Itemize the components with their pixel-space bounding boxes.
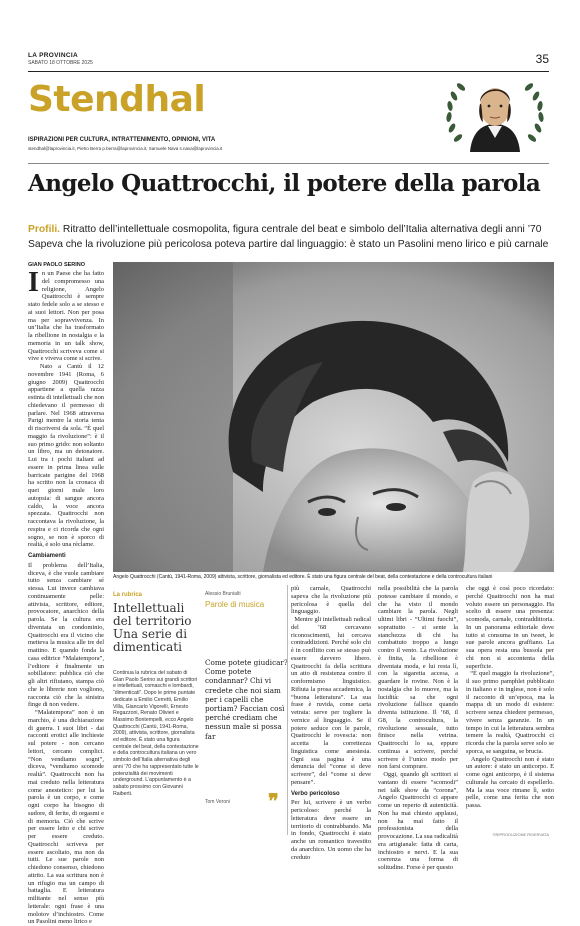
photo-caption: Angelo Quattrocchi (Cantù, 1941-Roma, 2009) attivista, scrittore, giornalista ed editore. È stato una figura centrale del beat, della contestazione e della controcultura italiani: [113, 574, 493, 580]
paragraph: “È quel maggio fa rivoluzione”, il suo primo pamphlet pubblicato in italiano e in inglese, non è solo il racconto di un’epoca, ma la mappa di un modo di esistere: scrivere senza chiedere permesso, vivere senza garanzie. In un tempo in cui la letteratura sembra temere la realtà, Quattrocchi ci ricorda che la parola serve solo se sporca, se sanguina, se brucia.: [466, 670, 554, 755]
subheading: Verbo pericoloso: [291, 790, 340, 797]
standfirst-kicker: Profili.: [28, 224, 61, 235]
copyright-note: ©RIPRODUZIONE RISERVATA: [492, 832, 549, 837]
article-headline: Angelo Quattrocchi, il potere della parola: [28, 170, 541, 197]
paragraph: più carnale, Quattrocchi sapeva che la rivoluzione più pericolosa è quella del linguaggio.: [291, 585, 371, 616]
drop-cap: I: [28, 267, 39, 298]
song-lyrics: Come potete giudicar? Come potete condannar? Chi vi credete che noi siam per i capelli che portiam? Faccian così perché crediam che nessun male si possa far: [205, 658, 288, 741]
section-tagline: ISPIRAZIONI PER CULTURA, INTRATTENIMENTO, OPINIONI, VITA: [28, 137, 216, 143]
paragraph: Nato a Cantù il 12 novembre 1941 (Roma, 6 giugno 2009) Quattrocchi appartiene a quella razza estinta di intellettuali che non chiedevano il permesso di parlare. Nel 1968 attraversa Parigi mentre la storia tenta di riscriversi da sola. “È quel maggio fa rivoluzione”: è il suo primo grido: non soltanto un libro, ma un detonatore. Lui tra i pochi italiani ad essere in prima linea sulle barricate parigine del 1968 ha scritto non la cronaca di quei giorni male loro autopsia: di sangue ancora caldo, la voce ancora spezzata. Quattrocchi non raccontava la rivoluzione, la respira e ci ricorda che ogni sogno, se non è sporco di realtà, è solo una réclame.: [28, 363, 104, 549]
article-column-4: [466, 585, 554, 830]
paragraph: “Malatempora” non è un marchio, è una dichiarazione di guerra. I suoi libri - dai racconti erotici alle inchieste sul potere - non cercano lettori, cercano complici. “Non vendiamo sogni”, diceva, “vendiamo scomode realtà”. Quattrocchi non ha mai creduto nella letteratura come anestetico: per lui la parola è un corpo, e come ogni corpo ha bisogno di sudore, di ferite, di orgasmi e di memoria. Ciò che scrive per essere letto e chi scrive per essere creduto. Quattrocchi scriveva per essere ascoltato, ma non da tutti. Le sue parole non chiedono consenso, chiedono attrito. La sua scrittura non è un rifugio ma un campo di battaglia. E letteratura militante nel senso più letterale: ogni frase è una molotov d’inchiostro. Come un Pasolini meno lirico e: [28, 709, 104, 926]
subheading: Cambiamenti: [28, 553, 66, 559]
paragraph: Oggi, quando gli scrittori si vantano di essere “scomodi” nei talk show da “corona”, Angelo Quattrocchi ci appare come un reperto di autenticità. Non ha mai chiesto applausi, non ha mai fatto il professionista della provocazione. La sua radicalità era artigianale: fatta di carta, inchiostro e nervi. E la sua coerenza una forma di solitudine. Forse è per questo: [378, 771, 458, 871]
paragraph: Angelo Quattrocchi non è stato un autore: è stato un anticorpo. E come ogni anticorpo, è il sistema culturale ha cercato di espellerlo. Ma la sua voce rimane lì, sotto pelle, come una ferita che non passa.: [466, 755, 554, 809]
paragraph: Il problema dell’Italia, diceva, è che vuole cambiare tutto senza cambiare sé stessa. Lui invece cambiava continuamente pelle: attivista, scrittore, editore, provocatore, anarchico della parola. Se la cultura era diventata un condominio, Quattrocchi era il vicino che metteva la musica alle tre del mattino. E quando fonda la casa editrice “Malatempora”, l’editore è finalmente un sobillatore: pubblica ciò che gli altri rifiutano, stampa ciò che le librerie non vogliono, racconta ciò che la sinistra finge di non vedere.: [28, 561, 104, 709]
sidebar-label: La rubrica: [113, 592, 143, 598]
page-number: 35: [535, 52, 549, 66]
article-column-2: [291, 585, 371, 861]
article-standfirst: [28, 222, 552, 252]
quote-mark-icon: ❞: [268, 789, 279, 813]
sidebar-title: Intellettuali del territorio Una serie di dimenticati: [113, 601, 192, 654]
article-author: GIAN PAOLO SERINO: [28, 262, 86, 268]
section-masthead: Stendhal: [28, 79, 206, 120]
paragraph: n un Paese che ha fatto del compromesso una religione, Angelo Quattrocchi è sempre stato fedele solo a se stesso e ai suoi lettori. Non per posa ma per sopravvivenza. In un’Italia che ha trasformato la ribellione in nostalgia e la memoria in un talk show, Quattrocchi scriveva come si vive e viveva come si scrive.: [28, 270, 104, 363]
column-divider: [287, 585, 288, 835]
portrait-photo: [113, 262, 554, 572]
newspaper-name: LA PROVINCIA: [28, 52, 78, 59]
paragraph: nella possibilità che la parola potesse cambiare il mondo, e che ha visto il mondo cambiare la parola. Negli ultimi libri - “Ultimi fuochi”, soprattutto - si sente la stanchezza di chi ha combattuto troppo a lungo contro il vento. La rivoluzione è finita, la ribellione è diventata moda, e lui resta lì, con la sigaretta accesa, a guardare le rovine. Non è la nostalgia che lo muove, ma la lucidità: sa che ogni rivoluzione fallisce quando diventa istituzione. Il ’68, il G8, la controcultura, la rivoluzione sessuale, tutto finisce nella vetrina. Quattrocchi lo sa, eppure continua a scrivere, perché scrivere è l’unico modo per non farsi comprare.: [378, 585, 458, 771]
sidebar-body: Continua la rubrica del sabato di Gian Paolo Serino sui grandi scrittori e intellettuali, comaschi e lombardi, “dimenticati”. Dopo le prime puntate dedicate a Emilio Cerretti, Emilio Villa, Giancarlo Vigorelli, Ernesto Regazzoni, Renato Olivieri e Massimo Bontempelli, ecco Angelo Quattrocchi (Cantù, 1941-Roma, 2009), attivista, scrittore, giornalista ed editore. È stato una figura centrale del beat, della contestazione e della controcultura italiana un vero simbolo dell’Italia alternativa degli anni ’70 che ha rappresentato tutte le potenzialità dei movimenti underground. L’appuntamento è a sabato prossimo con Giovanni Raiberti.: [113, 670, 199, 797]
section-rule: [28, 163, 549, 164]
page-header: [28, 52, 93, 66]
issue-date: SABATO 18 OTTOBRE 2025: [28, 60, 93, 66]
article-column-1: [28, 267, 104, 926]
music-column-title: Parole di musica: [205, 600, 265, 609]
lyrics-credit: Tom Veroni: [205, 799, 231, 805]
music-author: Alessio Brunialti: [205, 591, 241, 597]
standfirst-text: Ritratto dell’intellettuale cosmopolita, figura centrale del beat e simbolo dell’Italia alternativa degli anni ’70 Sapeva che la rivoluzione più pericolosa poteva partire dal linguaggio: è stato un Pasolini meno lirico e più carnale: [28, 224, 549, 250]
paragraph: Per lui, scrivere è un verbo pericoloso: perché la letteratura deve essere un territorio di contrabbando. Ma in fondo, Quattrocchi è stato anche un romantico travestito da anarchico. Un uomo che ha creduto: [291, 799, 371, 861]
section-contacts: stendhal@laprovincia.it, Pietro Berra p.berra@laprovincia.it, Samuele Nava s.nava@laprovincia.it: [28, 146, 223, 151]
paragraph: Mentre gli intellettuali radical del ’68 cercavano riconoscimenti, lui cercava contraddizioni. Perché solo chi è in conflitto con se stesso può essere davvero libero. Quattrocchi fa della scrittura un atto di resistenza contro il conformismo linguistico. Rifiuta la prosa accademica, la “buona letteratura”. La sua frase è ruvida, come carta vetrata: serve per togliere la vernice al linguaggio. Se il potere seduce con le parole, Quattrocchi le rovescia: non accetta la correttezza linguistica come anestesia. Ogni sua pagina è una denuncia del “come si deve scrivere”, del “come si deve pensare”.: [291, 616, 371, 786]
stendhal-portrait-logo: [436, 72, 554, 152]
article-column-3: [378, 585, 458, 871]
paragraph: che oggi è così poco ricordato: perché Quattrocchi non ha mai voluto essere un personaggio. Ha scelto di essere una presenza: scomoda, carnale, contraddittoria. In un panorama editoriale dove tutto si consuma in un tweet, le sue parole ancora graffiano. La sua opera resta una bussola per chi non si accontenta della superficie.: [466, 585, 554, 670]
